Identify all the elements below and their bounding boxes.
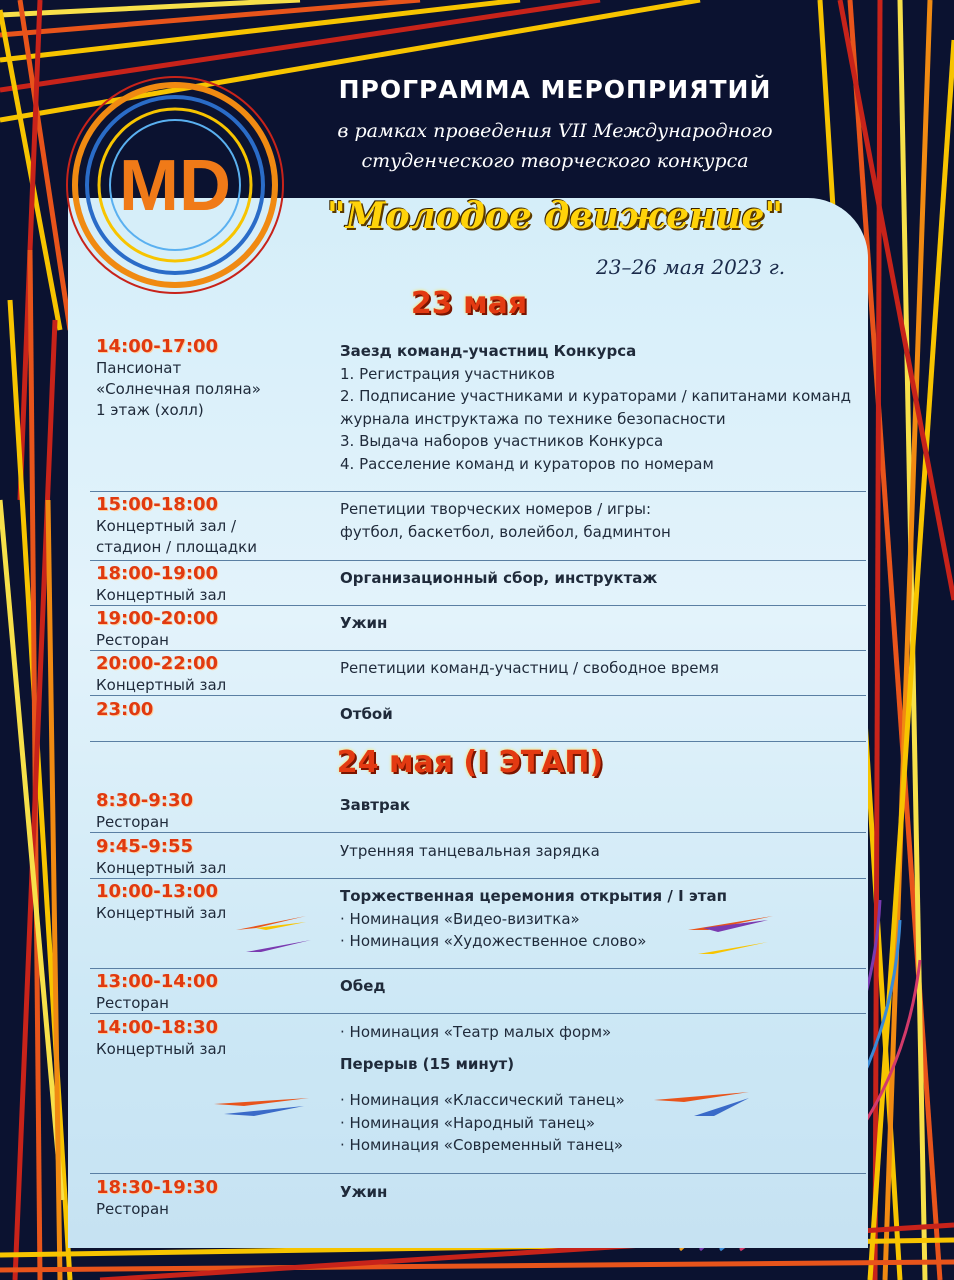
schedule-row [90, 790, 866, 833]
subtitle-line-2: студенческого творческого конкурса [361, 150, 749, 172]
day-heading-2: 24 мая (I ЭТАП) [336, 745, 604, 780]
decorative-streak [214, 1092, 314, 1122]
event-title: Ужин [340, 1183, 388, 1201]
event-time: 15:00-18:00 [96, 494, 219, 515]
event-time: 13:00-14:00 [96, 971, 219, 992]
event-place: Концертный зал / [96, 517, 237, 535]
event-title: Перерыв (15 минут) [340, 1054, 515, 1073]
event-title: Завтрак [340, 796, 411, 814]
header [300, 75, 810, 176]
event-place: Концертный зал [96, 586, 227, 604]
event-time: 9:45-9:55 [96, 836, 194, 857]
event-place: Ресторан [96, 994, 169, 1012]
decorative-streak [654, 1090, 754, 1120]
schedule-row [90, 608, 866, 651]
schedule-row [90, 336, 866, 492]
event-detail: · Номинация «Классический танец» [340, 1091, 625, 1109]
event-title: Заезд команд-участниц Конкурса [340, 342, 637, 360]
event-place: Концертный зал [96, 859, 227, 877]
day-heading-1: 23 мая [410, 286, 528, 321]
event-place: Ресторан [96, 631, 169, 649]
event-time: 23:00 [96, 699, 154, 720]
event-detail: Утренняя танцевальная зарядка [340, 842, 600, 860]
md-logo [60, 70, 290, 300]
event-detail: Репетиции творческих номеров / игры: [340, 500, 652, 518]
event-title: Обед [340, 977, 386, 995]
event-time: 19:00-20:00 [96, 608, 219, 629]
event-detail: 2. Подписание участниками и кураторами / капитанами команд [340, 387, 851, 405]
decorative-streak [688, 912, 778, 962]
schedule-row [90, 653, 866, 696]
event-place: Ресторан [96, 813, 169, 831]
event-detail: · Номинация «Народный танец» [340, 1113, 596, 1132]
event-title: Отбой [340, 705, 393, 723]
event-place: «Солнечная поляна» [96, 380, 261, 398]
event-time: 14:00-17:00 [96, 336, 219, 357]
event-detail: · Номинация «Современный танец» [340, 1136, 624, 1154]
page-title: ПРОГРАММА МЕРОПРИЯТИЙ [338, 75, 772, 104]
schedule-row [90, 836, 866, 879]
schedule-row [90, 971, 866, 1014]
event-place: стадион / площадки [96, 538, 257, 556]
event-dates: 23–26 мая 2023 г. [596, 255, 786, 279]
event-time: 14:00-18:30 [96, 1017, 219, 1038]
event-detail: · Номинация «Театр малых форм» [340, 1023, 612, 1041]
contest-name: "Молодое движение" [326, 195, 784, 237]
event-detail: 3. Выдача наборов участников Конкурса [340, 432, 664, 450]
schedule-row [90, 563, 866, 606]
schedule-row [90, 1177, 866, 1222]
event-place: Концертный зал [96, 1040, 227, 1058]
event-time: 8:30-9:30 [96, 790, 194, 811]
event-detail: Репетиции команд-участниц / свободное время [340, 659, 719, 677]
schedule-row [90, 494, 866, 561]
event-place: 1 этаж (холл) [96, 401, 204, 419]
event-title: Организационный сбор, инструктаж [340, 569, 658, 587]
event-place: Концертный зал [96, 676, 227, 694]
event-time: 18:00-19:00 [96, 563, 219, 584]
event-title: Торжественная церемония открытия / I этап [340, 887, 727, 905]
event-detail: · Номинация «Художественное слово» [340, 932, 647, 950]
subtitle-line-1: в рамках проведения VII Международного [337, 120, 773, 142]
event-place: Ресторан [96, 1200, 169, 1218]
event-detail: журнала инструктажа по технике безопасности [340, 409, 726, 428]
event-place: Концертный зал [96, 904, 227, 922]
event-time: 10:00-13:00 [96, 881, 219, 902]
schedule-row [90, 699, 866, 742]
event-detail: 1. Регистрация участников [340, 364, 555, 383]
event-time: 20:00-22:00 [96, 653, 219, 674]
svg-text:MD: MD [119, 146, 231, 226]
event-title: Ужин [340, 614, 388, 632]
event-place: Пансионат [96, 359, 182, 377]
event-time: 18:30-19:30 [96, 1177, 219, 1198]
event-detail: · Номинация «Видео-визитка» [340, 909, 580, 928]
event-detail: 4. Расселение команд и кураторов по номерам [340, 454, 714, 473]
decorative-streak [236, 912, 316, 962]
event-detail: футбол, баскетбол, волейбол, бадминтон [340, 522, 671, 541]
